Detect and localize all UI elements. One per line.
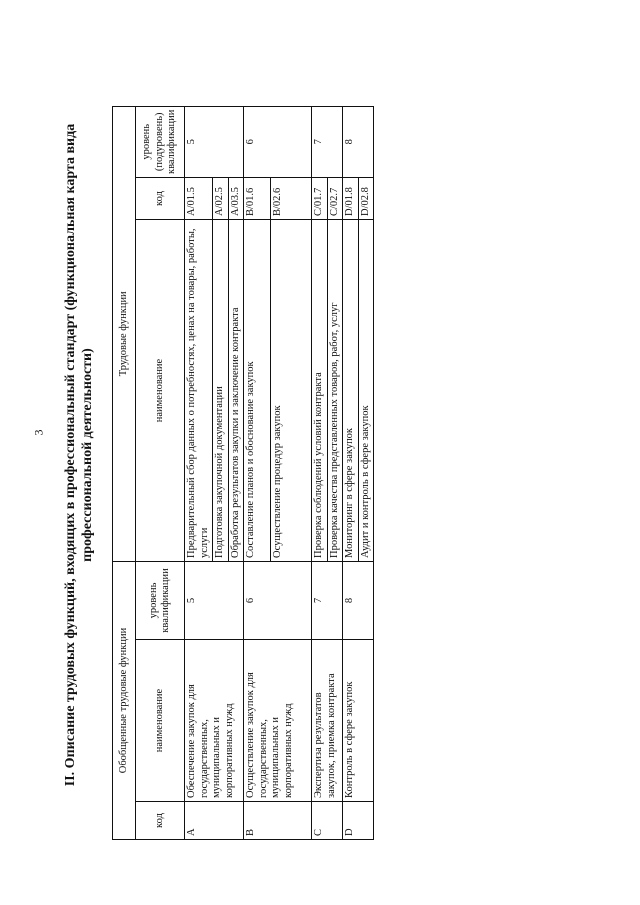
function-code-cell: C/01.7 xyxy=(312,178,328,220)
function-level-cell: 6 xyxy=(244,106,312,177)
group-code-cell: A xyxy=(185,802,244,840)
table-row xyxy=(244,106,271,839)
function-name-cell: Осуществление процедур закупок xyxy=(271,220,312,562)
group-name-cell: Обеспечение закупок для государственных, муниципальных и корпоративных нужд xyxy=(185,640,244,802)
function-code-cell: A/03.5 xyxy=(228,178,244,220)
function-code-cell: D/01.8 xyxy=(343,178,359,220)
header-code: код xyxy=(136,802,185,840)
table-row xyxy=(343,106,359,839)
header-generalized-functions: Обобщенные трудовые функции xyxy=(113,562,136,840)
function-code-cell: A/01.5 xyxy=(185,178,213,220)
group-code-cell: D xyxy=(343,802,374,840)
function-name-cell: Составление планов и обоснование закупок xyxy=(244,220,271,562)
function-level-cell: 8 xyxy=(343,106,374,177)
functional-map-table xyxy=(112,106,374,840)
function-code-cell: D/02.8 xyxy=(358,178,374,220)
table-row xyxy=(185,106,213,839)
function-name-cell: Подготовка закупочной документации xyxy=(213,220,229,562)
function-name-cell: Проверка качества представленных товаров, работ, услуг xyxy=(327,220,343,562)
function-code-cell: C/02.7 xyxy=(327,178,343,220)
function-name-cell: Предварительный сбор данных о потребностях, ценах на товары, работы, услуги xyxy=(185,220,213,562)
header-function-name: наименование xyxy=(136,220,185,562)
function-code-cell: A/02.5 xyxy=(213,178,229,220)
function-code-cell: B/02.6 xyxy=(271,178,312,220)
page-number: 3 xyxy=(31,429,46,436)
function-name-cell: Проверка соблюдений условий контракта xyxy=(312,220,328,562)
group-name-cell: Осуществление закупок для государственных, муниципальных и корпоративных нужд xyxy=(244,640,312,802)
header-labor-functions: Трудовые функции xyxy=(113,106,136,561)
header-row-sub xyxy=(136,106,185,839)
function-level-cell: 7 xyxy=(312,106,343,177)
group-code-cell: C xyxy=(312,802,343,840)
function-name-cell: Обработка результатов закупки и заключение контракта xyxy=(228,220,244,562)
function-code-cell: B/01.6 xyxy=(244,178,271,220)
header-level: уровень квалификации xyxy=(136,562,185,640)
header-row-top xyxy=(113,106,136,839)
table-row xyxy=(312,106,328,839)
section-title: II. Описание трудовых функций, входящих в профессиональный стандарт (функциональная карта вида профессиональной деятельности) xyxy=(63,123,95,787)
header-function-level: уровень (подуровень) квалификации xyxy=(136,106,185,177)
function-level-cell: 5 xyxy=(185,106,244,177)
group-code-cell: B xyxy=(244,802,312,840)
group-level-cell: 8 xyxy=(343,562,374,640)
function-name-cell: Аудит и контроль в сфере закупок xyxy=(358,220,374,562)
group-name-cell: Экспертиза результатов закупок, приемка контракта xyxy=(312,640,343,802)
function-name-cell: Мониторинг в сфере закупок xyxy=(343,220,359,562)
header-name: наименование xyxy=(136,640,185,802)
group-level-cell: 5 xyxy=(185,562,244,640)
group-name-cell: Контроль в сфере закупок xyxy=(343,640,374,802)
group-level-cell: 6 xyxy=(244,562,312,640)
header-function-code: код xyxy=(136,178,185,220)
group-level-cell: 7 xyxy=(312,562,343,640)
